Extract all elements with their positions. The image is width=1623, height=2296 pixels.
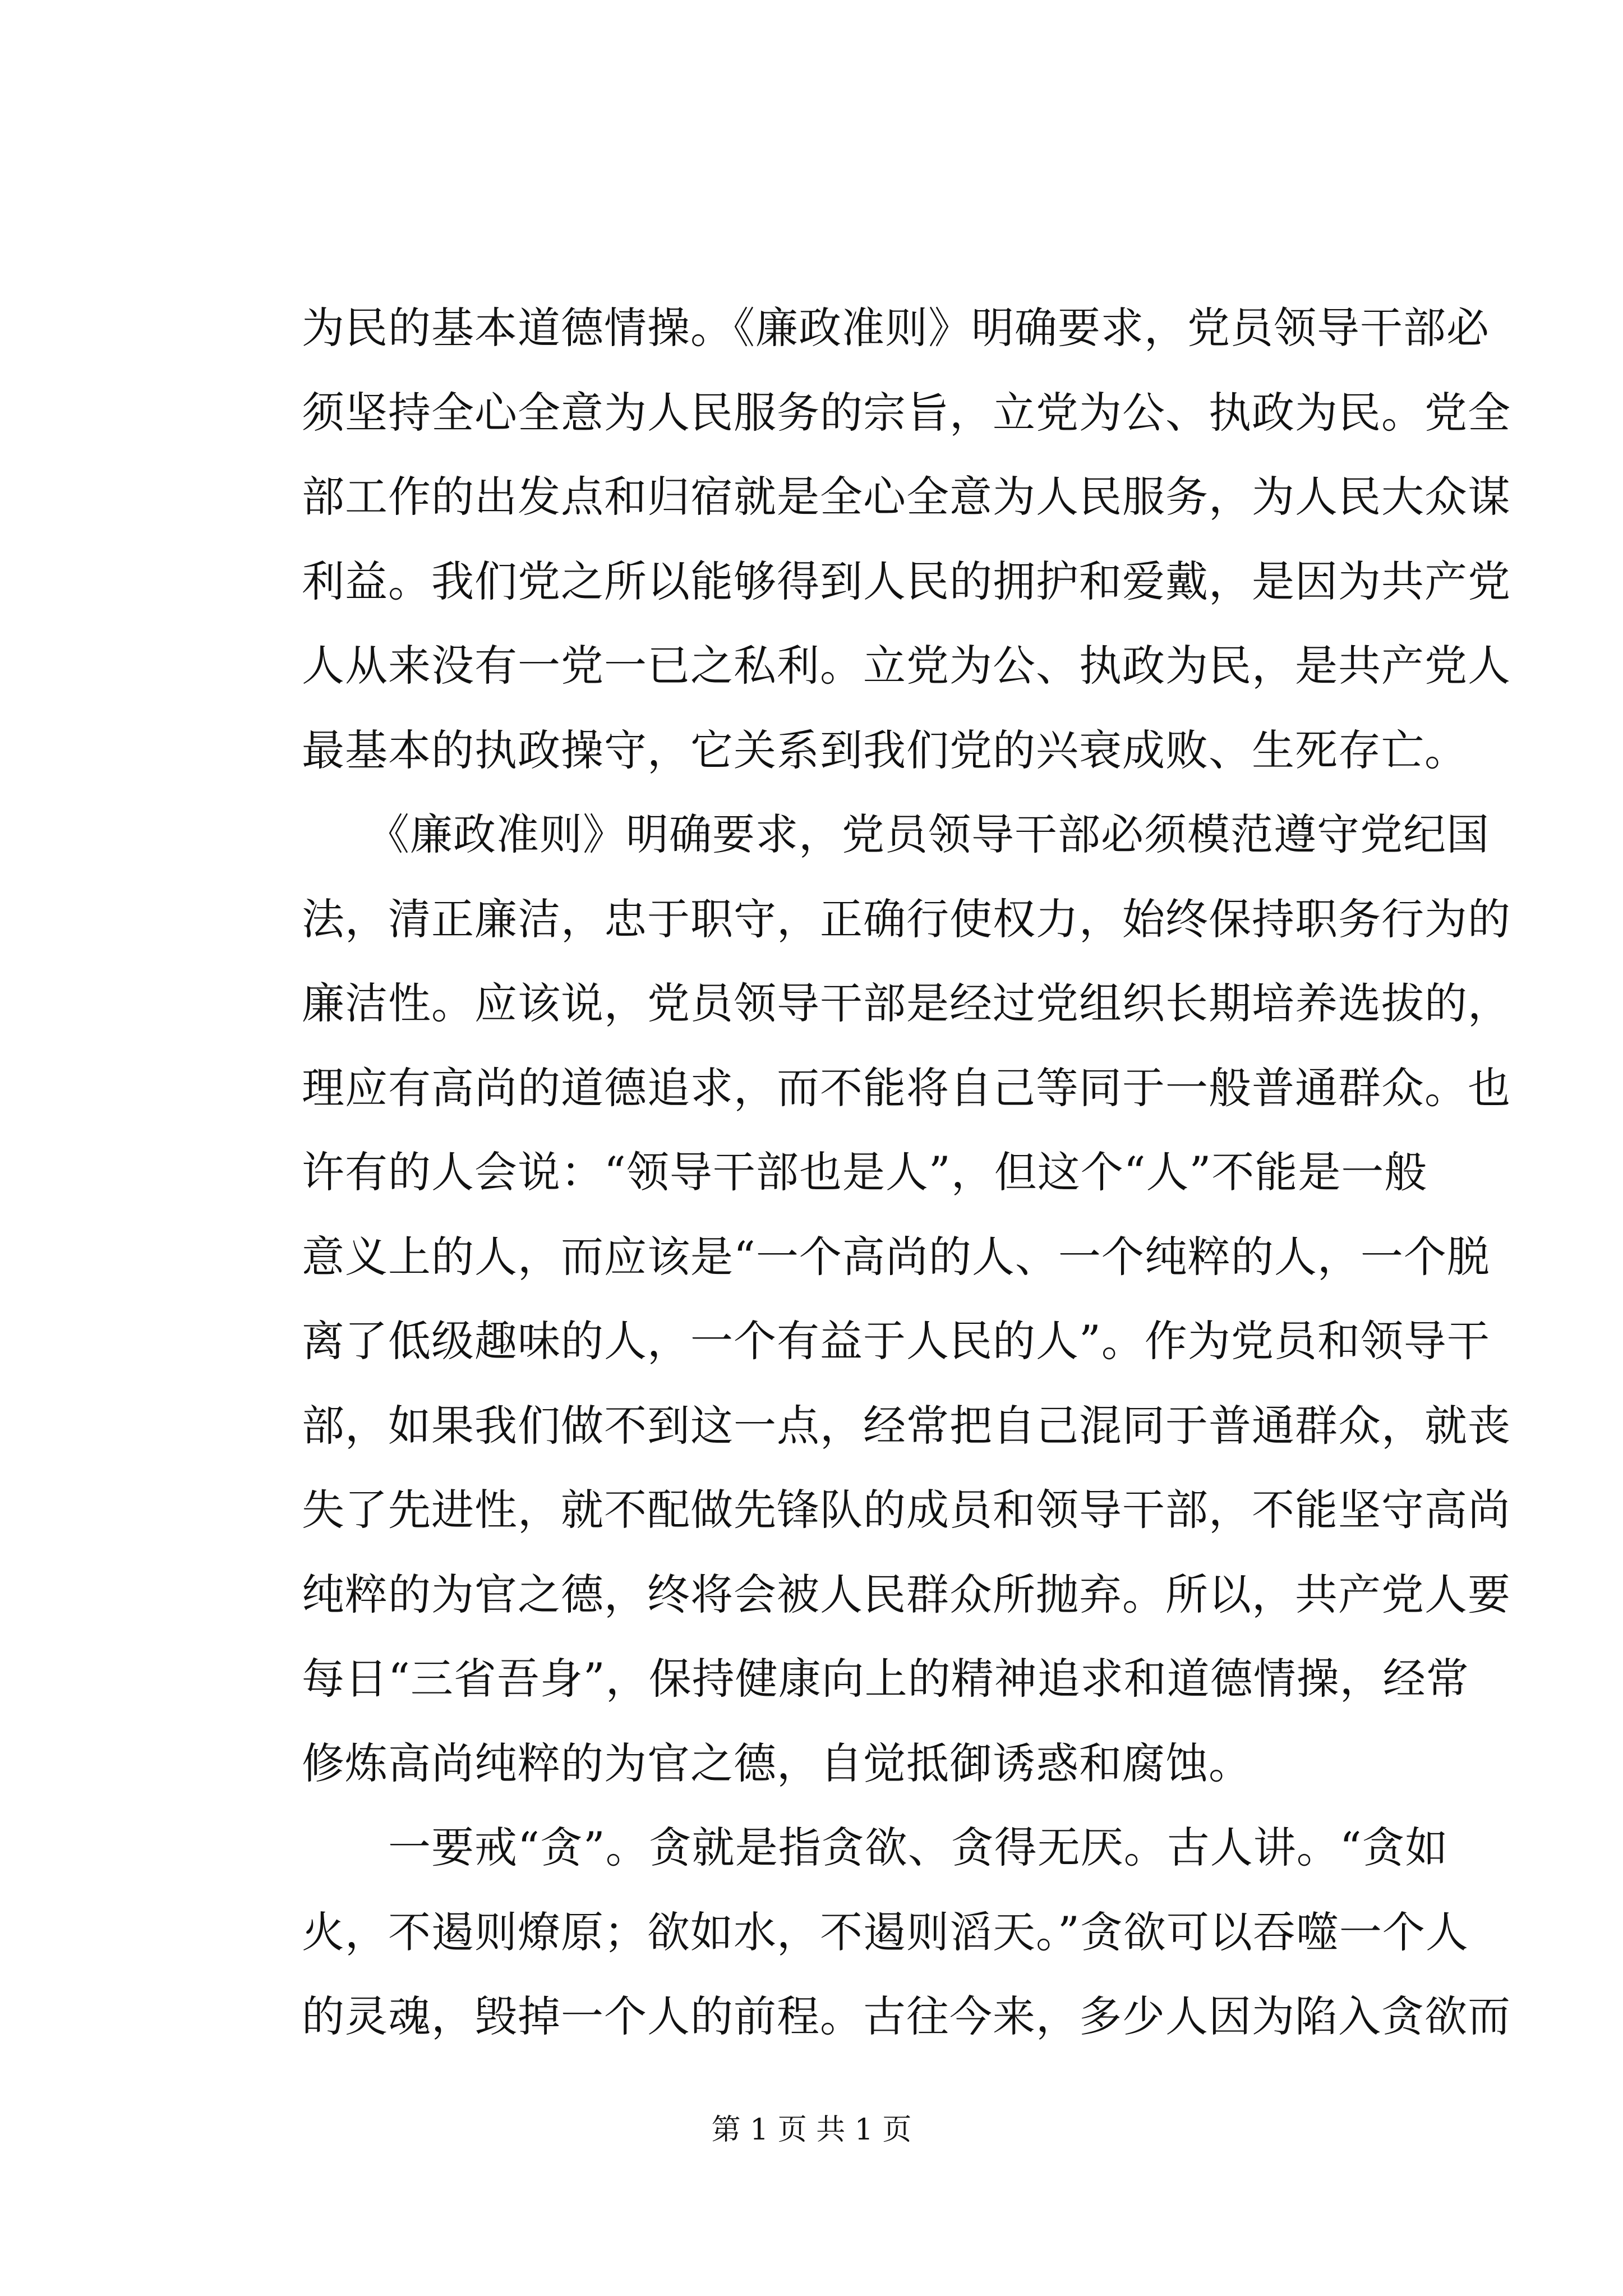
text-line: 利益。我们党之所以能够得到人民的拥护和爱戴，是因为共产党 <box>302 556 1511 606</box>
text-line: 人从来没有一党一已之私利。立党为公、执政为民，是共产党人 <box>302 641 1511 691</box>
text-line: 失了先进性，就不配做先锋队的成员和领导干部，不能坚守高尚 <box>302 1485 1511 1535</box>
text-line: 许有的人会说：“领导干部也是人”，但这个“人”不能是一般 <box>302 1147 1428 1197</box>
text-line: 一要戒“贪”。贪就是指贪欲、贪得无厌。古人讲。“贪如 <box>302 1823 1449 1872</box>
text-line: 纯粹的为官之德，终将会被人民群众所抛弃。所以，共产党人要 <box>302 1569 1511 1619</box>
text-line: 的灵魂，毁掉一个人的前程。古往今来，多少人因为陷入贪欲而 <box>302 1991 1511 2041</box>
text-line: 法，清正廉洁，忠于职守，正确行使权力，始终保持职务行为的 <box>302 894 1511 944</box>
text-line: 意义上的人，而应该是“一个高尚的人、一个纯粹的人，一个脱 <box>302 1231 1490 1282</box>
text-line: 最基本的执政操守，它关系到我们党的兴衰成败、生死存亡。 <box>302 725 1468 775</box>
text-line: 修炼高尚纯粹的为官之德，自觉抵御诱惑和腐蚀。 <box>302 1738 1252 1788</box>
text-line: 火，不遏则燎原；欲如水，不遏则滔天。”贪欲可以吞噬一个人 <box>302 1907 1469 1957</box>
text-line: 为民的基本道德情操。《廉政准则》明确要求，党员领导干部必 <box>302 303 1490 353</box>
text-line: 部，如果我们做不到这一点，经常把自己混同于普通群众，就丧 <box>302 1400 1511 1451</box>
document-body <box>302 286 1511 2059</box>
text-line: 部工作的出发点和归宿就是全心全意为人民服务，为人民大众谋 <box>302 472 1511 522</box>
text-line: 理应有高尚的道德追求，而不能将自己等同于一般普通群众。也 <box>302 1062 1511 1113</box>
page-footer: 第 1 页 共 1 页 <box>711 2113 912 2147</box>
text-line: 《廉政准则》明确要求，党员领导干部必须模范遵守党纪国 <box>302 809 1490 859</box>
text-line: 离了低级趣味的人，一个有益于人民的人”。作为党员和领导干 <box>302 1316 1490 1366</box>
text-line: 须坚持全心全意为人民服务的宗旨，立党为公、执政为民。党全 <box>302 387 1511 438</box>
text-line: 廉洁性。应该说，党员领导干部是经过党组织长期培养选拔的， <box>302 978 1511 1028</box>
text-line: 每日“三省吾身”，保持健康向上的精神追求和道德情操，经常 <box>302 1654 1469 1704</box>
